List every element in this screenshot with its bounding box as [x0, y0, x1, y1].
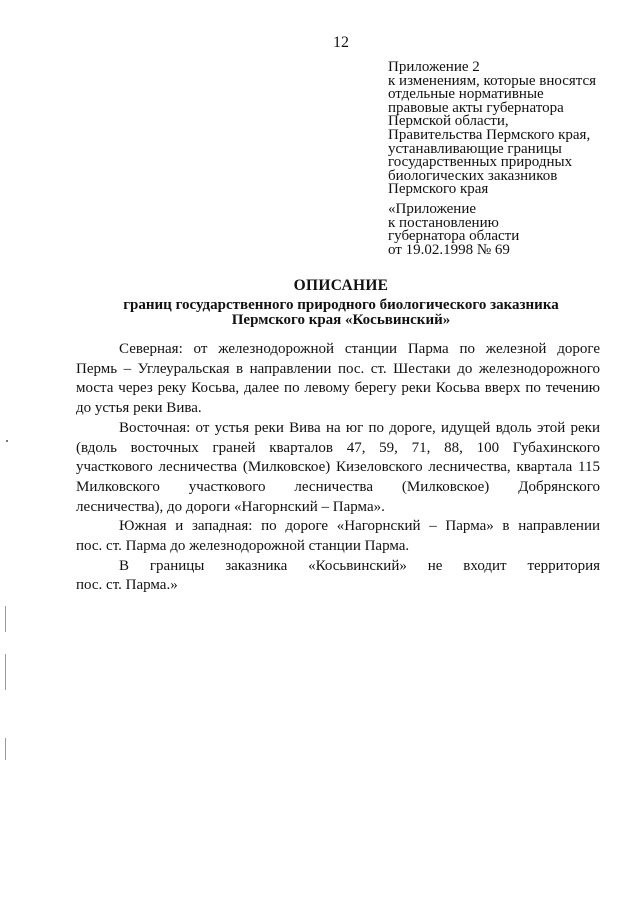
appendix-reference-line: к постановлению	[388, 214, 499, 231]
text-line: Восточная: от устья реки Вива на юг по дороге, идущей вдоль этой реки	[119, 419, 600, 436]
appendix-header-line: отдельные нормативные	[388, 86, 544, 103]
appendix-header	[388, 61, 596, 197]
text-line: (вдоль восточных граней кварталов 47, 59, 71, 88, 100 Губахинского	[76, 439, 600, 456]
page-number: 12	[333, 34, 349, 51]
appendix-header-line: государственных природных	[388, 154, 573, 171]
appendix-reference-line: «Приложение	[388, 201, 477, 217]
paragraph-south-west	[76, 517, 600, 556]
text-line: В границы заказника «Косьвинский» не входит территория	[119, 557, 600, 574]
scan-margin-mark	[5, 738, 6, 760]
text-line: пос. ст. Парма до железнодорожной станции Парма.	[76, 538, 410, 555]
subtitle-line: Пермского края «Косьвинский»	[231, 311, 451, 328]
scan-margin-mark	[5, 654, 6, 690]
original-appendix-reference	[388, 203, 519, 257]
appendix-header-line: правовые акты губернатора	[388, 99, 564, 116]
appendix-header-line: Правительства Пермского края,	[388, 126, 591, 143]
appendix-header-line: Пермской области,	[388, 113, 509, 130]
subtitle-line: границ государственного природного биологического заказника	[123, 297, 559, 313]
paragraph-east	[76, 419, 600, 518]
text-line: Южная и западная: по дороге «Нагорнский – Парма» в направлении	[119, 518, 600, 535]
text-line: до устья реки Вива.	[76, 400, 202, 417]
document-title: ОПИСАНИЕ	[293, 277, 389, 294]
appendix-header-line: к изменениям, которые вносятся	[388, 72, 597, 89]
boundary-description	[76, 340, 600, 596]
scan-margin-dot	[6, 440, 8, 442]
appendix-reference-line: от 19.02.1998 № 69	[388, 241, 510, 258]
appendix-header-line: Приложение 2	[388, 59, 480, 75]
text-line: пос. ст. Парма.»	[76, 577, 178, 594]
text-line: Пермь – Углеуральская в направлении пос. ст. Шестаки до железнодорожного	[76, 360, 600, 377]
text-line: лесничества), до дороги «Нагорнский – Парма».	[76, 498, 385, 515]
appendix-header-line: устанавливающие границы	[388, 140, 562, 157]
paragraph-north	[76, 340, 600, 419]
document-subtitle	[110, 298, 572, 327]
text-line: Милковского участкового лесничества (Милковское) Добрянского	[76, 478, 600, 495]
paragraph-exclusion	[76, 557, 600, 596]
scan-margin-mark	[5, 606, 6, 632]
appendix-header-line: биологических заказников	[388, 167, 558, 184]
appendix-reference-line: губернатора области	[388, 228, 520, 245]
text-line: моста через реку Косьва, далее по левому берегу реки Косьва вверх по течению	[76, 380, 600, 397]
appendix-header-line: Пермского края	[388, 181, 489, 198]
text-line: участкового лесничества (Милковское) Кизеловского лесничества, квартала 115	[76, 459, 600, 476]
text-line: Северная: от железнодорожной станции Парма по железной дороге	[119, 341, 600, 357]
